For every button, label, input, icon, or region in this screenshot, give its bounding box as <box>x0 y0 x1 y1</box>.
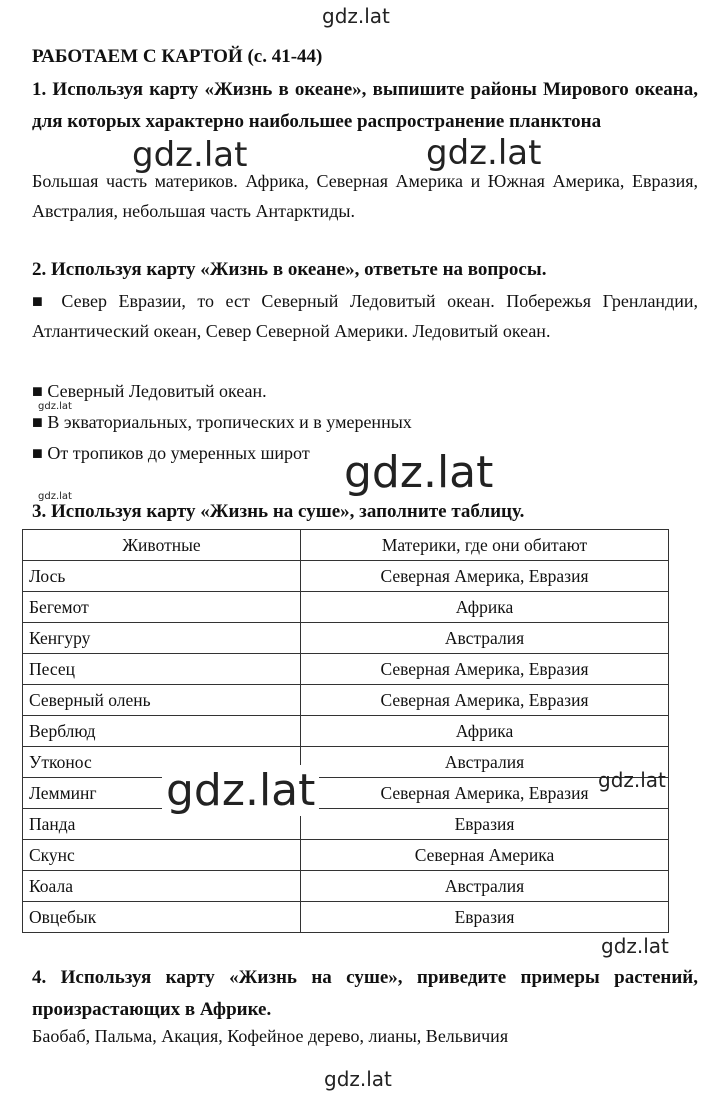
section-title: РАБОТАЕМ С КАРТОЙ (с. 41-44) <box>32 46 323 67</box>
watermark-small-1: gdz.lat <box>38 401 72 412</box>
continent-cell: Австралия <box>301 623 669 654</box>
table-row <box>23 778 669 809</box>
table-row <box>23 809 669 840</box>
continent-cell: Северная Америка, Евразия <box>301 654 669 685</box>
watermark-bottom: gdz.lat <box>324 1067 392 1091</box>
animal-cell: Песец <box>23 654 301 685</box>
continent-cell: Северная Америка, Евразия <box>301 561 669 592</box>
watermark-below-table: gdz.lat <box>601 934 669 958</box>
question-1-text: 1. Используя карту «Жизнь в океане», выпишите районы Мирового океана, для которых характерно наибольшее распространение <box>32 79 698 132</box>
watermark-table-big: gdz.lat <box>162 765 319 816</box>
watermark-q1-left: gdz.lat <box>132 135 248 175</box>
watermark-q1-right: gdz.lat <box>426 133 542 173</box>
answer-2-item-3: ■ В экваториальных, тропических и в умеренных <box>32 412 412 432</box>
question-1-text-end: планктона <box>509 111 602 132</box>
table-row <box>23 561 669 592</box>
answer-1: Большая часть материков. Африка, Северная Америка и Южная Америка, Евразия, Австралия, небольшая часть Антарктиды. <box>32 171 698 221</box>
table-row <box>23 716 669 747</box>
table-row <box>23 871 669 902</box>
table-row <box>23 623 669 654</box>
continent-cell: Евразия <box>301 902 669 933</box>
animal-cell: Бегемот <box>23 592 301 623</box>
animal-cell: Утконос <box>23 747 301 778</box>
question-3: 3. Используя карту «Жизнь на суше», заполните таблицу. <box>32 501 525 522</box>
watermark-small-2: gdz.lat <box>38 491 72 502</box>
watermark-top: gdz.lat <box>322 4 390 28</box>
table-row <box>23 902 669 933</box>
animal-cell: Кенгуру <box>23 623 301 654</box>
table-row <box>23 654 669 685</box>
animal-cell: Овцебык <box>23 902 301 933</box>
question-4: 4. Используя карту «Жизнь на суше», приведите примеры растений, произрастающих в Африке. <box>32 967 698 1020</box>
animal-cell: Коала <box>23 871 301 902</box>
animal-cell: Лемминг <box>23 778 301 809</box>
continent-cell: Австралия <box>301 747 669 778</box>
table-row <box>23 747 669 778</box>
animal-cell: Скунс <box>23 840 301 871</box>
table-row <box>23 685 669 716</box>
continent-cell: Африка <box>301 716 669 747</box>
answer-2-item-1: ■ Север Евразии, то ест Северный Ледовитый океан. Побережья Гренландии, Атлантический океан, Север Северной Америки. Ледовитый океан. <box>32 291 698 341</box>
table-row <box>23 592 669 623</box>
question-1 <box>32 74 698 138</box>
table-header-row <box>23 530 669 561</box>
animals-table <box>22 529 669 933</box>
table-row <box>23 840 669 871</box>
answer-2-item-4: ■ От тропиков до умеренных широт <box>32 443 310 463</box>
animal-cell: Панда <box>23 809 301 840</box>
table-header-animals: Животные <box>23 530 301 561</box>
answer-4: Баобаб, Пальма, Акация, Кофейное дерево, лианы, Вельвичия <box>32 1026 509 1046</box>
continent-cell: Австралия <box>301 871 669 902</box>
animal-cell: Верблюд <box>23 716 301 747</box>
animal-cell: Северный олень <box>23 685 301 716</box>
continent-cell: Евразия <box>301 809 669 840</box>
continent-cell: Африка <box>301 592 669 623</box>
continent-cell: Северная Америка, Евразия <box>301 778 669 809</box>
answer-2-item-2: ■ Северный Ледовитый океан. <box>32 381 267 401</box>
continent-cell: Северная Америка <box>301 840 669 871</box>
animal-cell: Лось <box>23 561 301 592</box>
continent-cell: Северная Америка, Евразия <box>301 685 669 716</box>
table-header-continents: Материки, где они обитают <box>301 530 669 561</box>
watermark-big-center: gdz.lat <box>344 447 494 498</box>
question-2: 2. Используя карту «Жизнь в океане», ответьте на вопросы. <box>32 259 547 280</box>
watermark-table-right: gdz.lat <box>598 768 666 792</box>
